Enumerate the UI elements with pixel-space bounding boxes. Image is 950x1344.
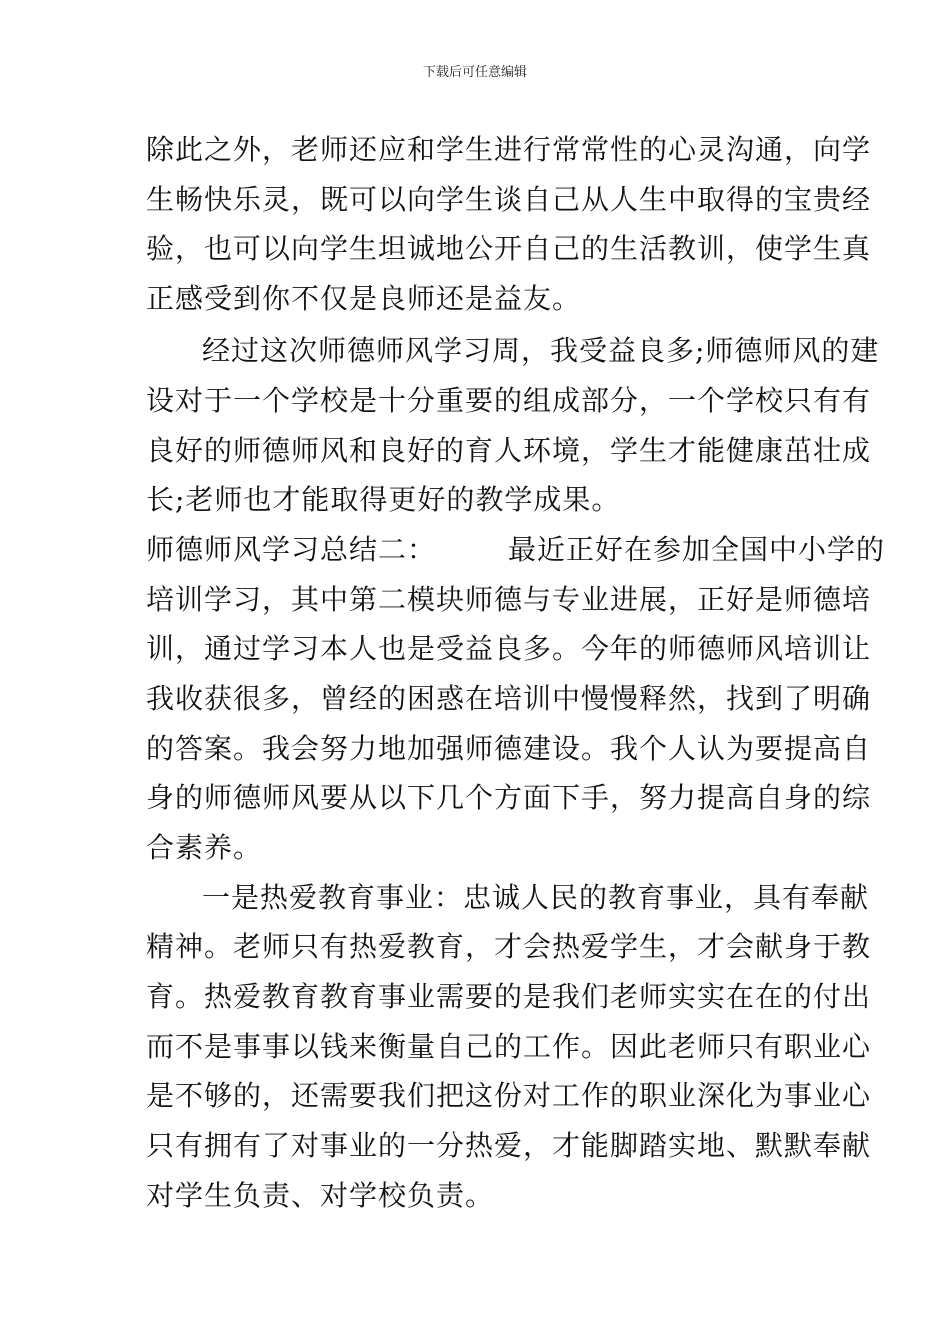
section-heading-line (146, 530, 886, 570)
text-line: 的答案。我会努力地加强师德建设。我个人认为要提高自 (146, 732, 872, 765)
page-header: 下载后可任意编辑 (422, 65, 527, 80)
section-heading: 师德师风学习总结二： (146, 533, 437, 566)
text-line: 验，也可以向学生坦诚地公开自己的生活教训，使学生真 (146, 232, 872, 265)
text-line: 除此之外，老师还应和学生进行常常性的心灵沟通，向学 (146, 133, 872, 166)
text-span: 最近正好在参加全国中小学的 (508, 533, 886, 566)
text-line: 正感受到你不仅是良师还是益友。 (146, 282, 582, 315)
text-line: 生畅快乐灵，既可以向学生谈自己从人生中取得的宝贵经 (146, 183, 872, 216)
text-line: 育。热爱教育教育事业需要的是我们老师实实在在的付出 (146, 980, 872, 1013)
text-line: 培训学习，其中第二模块师德与专业进展，正好是师德培 (146, 583, 872, 616)
text-line: 良好的师德师风和良好的育人环境，学生才能健康茁壮成 (146, 434, 872, 467)
text-line: 一是热爱教育事业：忠诚人民的教育事业，具有奉献 (202, 881, 870, 914)
text-line: 而不是事事以钱来衡量自己的工作。因此老师只有职业心 (146, 1030, 872, 1063)
text-line: 设对于一个学校是十分重要的组成部分，一个学校只有有 (146, 384, 872, 417)
text-line: 训，通过学习本人也是受益良多。今年的师德师风培训让 (146, 632, 872, 665)
text-line: 身的师德师风要从以下几个方面下手，努力提高自身的综 (146, 781, 872, 814)
text-line: 合素养。 (146, 831, 263, 864)
text-line: 长;老师也才能取得更好的教学成果。 (146, 483, 621, 516)
text-line: 我收获很多，曾经的困惑在培训中慢慢释然，找到了明确 (146, 682, 872, 715)
text-line: 只有拥有了对事业的一分热爱，才能脚踏实地、默默奉献 (146, 1129, 872, 1162)
text-line: 精神。老师只有热爱教育，才会热爱学生，才会献身于教 (146, 930, 872, 963)
text-line: 对学生负责、对学校负责。 (146, 1179, 495, 1212)
text-line: 是不够的，还需要我们把这份对工作的职业深化为事业心 (146, 1079, 872, 1112)
text-line: 经过这次师德师风学习周，我受益良多;师德师风的建 (202, 334, 880, 367)
